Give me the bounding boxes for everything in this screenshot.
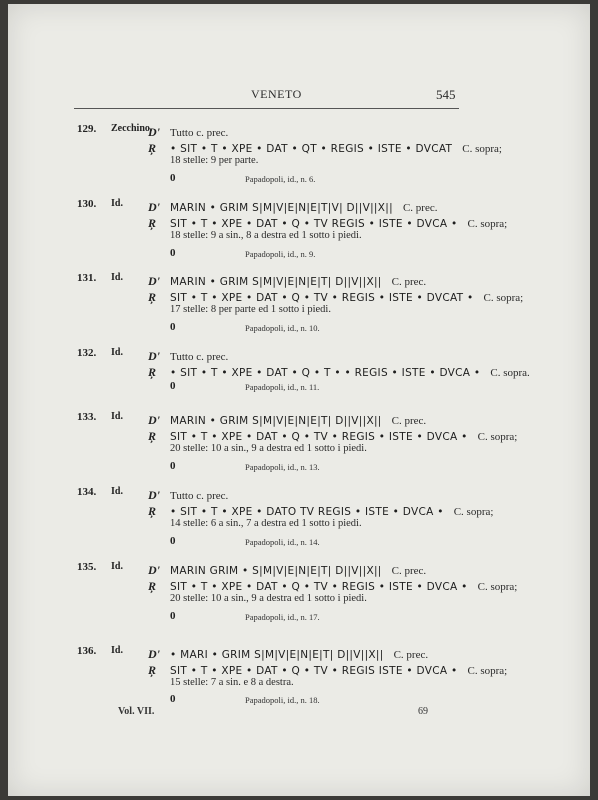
star-notes: 15 stelle: 7 a sin. e 8 a destra. <box>170 677 294 688</box>
obverse-symbol: D' <box>148 563 160 577</box>
obverse-note: C. prec. <box>391 415 427 427</box>
obverse-text: Tutto c. prec. <box>170 351 229 363</box>
entry-number: 129. <box>77 123 97 135</box>
rarity-mark: 0 <box>170 693 176 705</box>
book-page <box>8 4 590 796</box>
reverse-line <box>148 288 523 304</box>
obverse-legend: MARIN • GRIM S|M|V|E|N|E|T| D||V||X|| <box>170 415 382 427</box>
reverse-note: C. sopra; <box>477 431 518 443</box>
reference: Papadopoli, id., n. 11. <box>245 382 320 392</box>
reverse-symbol: Ŗ <box>148 663 157 677</box>
obverse-symbol: D' <box>148 413 160 427</box>
obverse-symbol: D' <box>148 125 160 139</box>
obverse-symbol: D' <box>148 274 160 288</box>
reverse-legend: SIT • T • XPE • DAT • Q • TV • REGIS • ISTE • DVCA • <box>170 581 468 593</box>
signature-mark: 69 <box>418 706 428 717</box>
star-notes: 17 stelle: 8 per parte ed 1 sotto i piedi. <box>170 304 331 315</box>
reference: Papadopoli, id., n. 10. <box>245 323 320 333</box>
entry-number: 133. <box>77 411 97 423</box>
obverse-line <box>148 486 228 502</box>
obverse-line <box>148 561 426 577</box>
entry-denomination: Id. <box>111 645 123 656</box>
star-notes: 14 stelle: 6 a sin., 7 a destra ed 1 sotto i piedi. <box>170 518 362 529</box>
entry-number: 131. <box>77 272 97 284</box>
reference: Papadopoli, id., n. 6. <box>245 174 316 184</box>
reverse-symbol: Ŗ <box>148 141 157 155</box>
obverse-symbol: D' <box>148 200 160 214</box>
entry-number: 130. <box>77 198 97 210</box>
reverse-note: C. sopra; <box>453 506 494 518</box>
entry-denomination: Id. <box>111 198 123 209</box>
obverse-line <box>148 123 228 139</box>
reverse-line <box>148 502 493 518</box>
reverse-legend: SIT • T • XPE • DAT • Q • TV • REGIS ISTE • DVCA • <box>170 665 458 677</box>
reverse-symbol: Ŗ <box>148 429 157 443</box>
reverse-note: C. sopra; <box>477 581 518 593</box>
entry-denomination: Id. <box>111 486 123 497</box>
obverse-legend: • MARI • GRIM S|M|V|E|N|E|T| D||V||X|| <box>170 649 384 661</box>
reverse-legend: SIT • T • XPE • DAT • Q • TV • REGIS • ISTE • DVCA • <box>170 431 468 443</box>
reference: Papadopoli, id., n. 13. <box>245 462 320 472</box>
obverse-line <box>148 411 426 427</box>
star-notes: 20 stelle: 10 a sin., 9 a destra ed 1 sotto i piedi. <box>170 593 367 604</box>
reverse-symbol: Ŗ <box>148 504 157 518</box>
reference: Papadopoli, id., n. 17. <box>245 612 320 622</box>
rarity-mark: 0 <box>170 460 176 472</box>
reverse-legend: • SIT • T • XPE • DATO TV REGIS • ISTE • DVCA • <box>170 506 444 518</box>
page-number: 545 <box>436 87 456 102</box>
rarity-mark: 0 <box>170 535 176 547</box>
reverse-legend: • SIT • T • XPE • DAT • QT • REGIS • ISTE • DVCAT <box>170 143 453 155</box>
reverse-note: C. sopra. <box>490 367 530 379</box>
entry-denomination: Id. <box>111 411 123 422</box>
obverse-legend: MARIN GRIM • S|M|V|E|N|E|T| D||V||X|| <box>170 565 382 577</box>
obverse-note: C. prec. <box>393 649 429 661</box>
entry-denomination: Zecchino. <box>111 123 153 134</box>
reverse-symbol: Ŗ <box>148 579 157 593</box>
entry-denomination: Id. <box>111 272 123 283</box>
reverse-note: C. sopra; <box>467 665 508 677</box>
rarity-mark: 0 <box>170 247 176 259</box>
star-notes: 18 stelle: 9 a sin., 8 a destra ed 1 sotto i piedi. <box>170 230 362 241</box>
star-notes: 18 stelle: 9 per parte. <box>170 155 259 166</box>
entry-number: 136. <box>77 645 97 657</box>
entry-number: 132. <box>77 347 97 359</box>
reverse-symbol: Ŗ <box>148 365 157 379</box>
reference: Papadopoli, id., n. 9. <box>245 249 316 259</box>
reverse-legend: SIT • T • XPE • DAT • Q • TV REGIS • ISTE • DVCA • <box>170 218 458 230</box>
obverse-line <box>148 272 426 288</box>
reverse-line <box>148 214 507 230</box>
reverse-note: C. sopra; <box>467 218 508 230</box>
running-title: VENETO <box>251 87 302 101</box>
reference: Papadopoli, id., n. 18. <box>245 695 320 705</box>
volume-label: Vol. VII. <box>118 706 155 717</box>
obverse-note: C. prec. <box>402 202 438 214</box>
entry-denomination: Id. <box>111 347 123 358</box>
reverse-line <box>148 577 517 593</box>
obverse-symbol: D' <box>148 647 160 661</box>
obverse-symbol: D' <box>148 349 160 363</box>
reverse-note: C. sopra; <box>462 143 502 155</box>
reverse-line <box>148 363 530 379</box>
rarity-mark: 0 <box>170 172 176 184</box>
reverse-symbol: Ŗ <box>148 216 157 230</box>
reverse-line <box>148 139 502 155</box>
rarity-mark: 0 <box>170 380 176 392</box>
reverse-legend: • SIT • T • XPE • DAT • Q • T • • REGIS • ISTE • DVCA • <box>170 367 481 379</box>
entry-number: 135. <box>77 561 97 573</box>
obverse-text: Tutto c. prec. <box>170 127 229 139</box>
rarity-mark: 0 <box>170 610 176 622</box>
reverse-note: C. sopra; <box>483 292 524 304</box>
obverse-note: C. prec. <box>391 276 427 288</box>
star-notes: 20 stelle: 10 a sin., 9 a destra ed 1 sotto i piedi. <box>170 443 367 454</box>
obverse-note: C. prec. <box>391 565 427 577</box>
obverse-text: Tutto c. prec. <box>170 490 229 502</box>
obverse-line <box>148 645 428 661</box>
obverse-symbol: D' <box>148 488 160 502</box>
obverse-legend: MARIN • GRIM S|M|V|E|N|E|T| D||V||X|| <box>170 276 382 288</box>
obverse-line <box>148 347 228 363</box>
obverse-legend: MARIN • GRIM S|M|V|E|N|E|T|V| D||V||X|| <box>170 202 393 214</box>
entry-number: 134. <box>77 486 97 498</box>
reverse-line <box>148 427 517 443</box>
obverse-line <box>148 198 437 214</box>
rarity-mark: 0 <box>170 321 176 333</box>
header-rule <box>74 108 459 109</box>
reverse-legend: SIT • T • XPE • DAT • Q • TV • REGIS • ISTE • DVCAT • <box>170 292 474 304</box>
reference: Papadopoli, id., n. 14. <box>245 537 320 547</box>
reverse-line <box>148 661 507 677</box>
entry-denomination: Id. <box>111 561 123 572</box>
reverse-symbol: Ŗ <box>148 290 157 304</box>
